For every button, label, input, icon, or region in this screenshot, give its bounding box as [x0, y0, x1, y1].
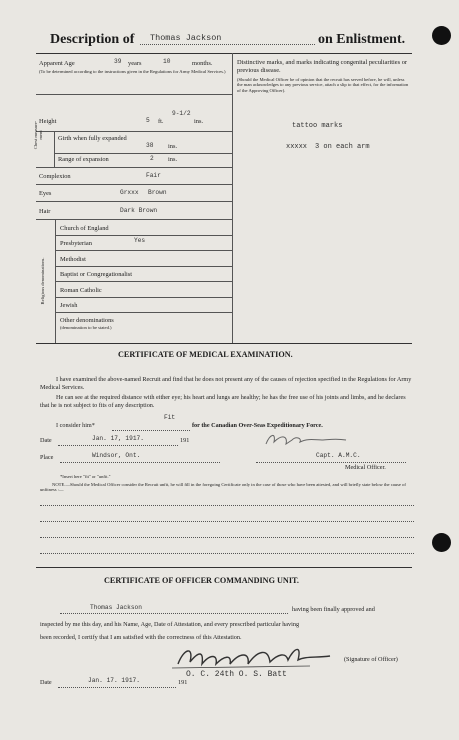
religion-item: Church of England — [60, 225, 109, 232]
medical-para1: I have examined the above-named Recruit and find that he does not present any of the causes of rejection specified in the Regulations for Army Medical Services. — [40, 376, 412, 391]
medical-place-label: Place — [40, 454, 54, 461]
eyes-label: Eyes — [39, 190, 52, 197]
medical-officer-label: Medical Officer. — [345, 464, 386, 471]
title-left: Description of — [50, 32, 135, 47]
age-years-value: 39 — [114, 58, 122, 65]
medical-date-value: Jan. 17, 1917. — [92, 435, 144, 442]
medical-officer-signature — [262, 428, 352, 450]
hair-value: Dark Brown — [120, 207, 158, 214]
age-months-value: 10 — [163, 58, 171, 65]
commanding-signature-label: (Signature of Officer) — [344, 656, 398, 663]
commanding-date-value: Jan. 17. 1917. — [88, 677, 140, 684]
commanding-line2: inspected by me this day, and his Name, Age, Date of Attestation, and every prescribed particular having — [40, 621, 300, 628]
title-name: Thomas Jackson — [150, 33, 222, 43]
height-ft-unit: ft. — [158, 118, 164, 125]
medical-date-label: Date — [40, 437, 52, 444]
chest-group-label: Chest measure-ment — [33, 120, 44, 150]
chest-range-label: Range of expansion — [58, 156, 109, 163]
commanding-date-label: Date — [40, 679, 52, 686]
religion-item: Roman Catholic — [60, 287, 102, 294]
commanding-oc-value: O. C. 24th O. S. Batt — [186, 670, 287, 679]
height-ft-value: 5 — [146, 117, 150, 124]
marks-note: (Should the Medical Officer be of opinion that the recruit has served before, he will, unless the man acknowledges to any previous service, attach a slip to that effect, for the information of the Approving Officer). — [237, 77, 409, 93]
chest-range-value: 2 — [150, 155, 154, 162]
medical-insert-note: *Insert here "fit" or "unfit." — [60, 474, 111, 479]
title-right: on Enlistment. — [318, 32, 406, 47]
commanding-heading: CERTIFICATE OF OFFICER COMMANDING UNIT. — [104, 576, 299, 585]
complexion-value: Fair — [146, 172, 161, 179]
commanding-name-value: Thomas Jackson — [90, 604, 142, 611]
religion-item: Presbyterian — [60, 240, 92, 247]
height-ins-value: 9-1/2 — [172, 110, 191, 117]
religion-group-label: Religious denominations. — [40, 257, 45, 305]
punch-hole-bottom — [432, 533, 451, 552]
commanding-line3: been recorded, I certify that I am satisfied with the correctness of this Attestation. — [40, 634, 242, 641]
religion-item: Baptist or Congregationalist — [60, 271, 133, 278]
religion-item: Methodist — [60, 256, 86, 263]
chest-girth-unit: ins. — [168, 143, 178, 150]
chest-girth-value: 38 — [146, 142, 154, 149]
commanding-officer-signature — [170, 640, 340, 674]
marks-line1: tattoo marks — [292, 122, 343, 130]
hair-label: Hair — [39, 208, 51, 215]
religion-item: Jewish — [60, 302, 78, 309]
religion-item: Other denominations — [60, 317, 114, 324]
medical-for-label: for the Canadian Over-Seas Expeditionary Force. — [192, 422, 323, 429]
medical-date-suffix: 191 — [180, 437, 190, 444]
height-label: Height — [39, 118, 57, 125]
punch-hole-top — [432, 26, 451, 45]
marks-label: Distinctive marks, and marks indicating congenital peculiarities or previous disease. — [237, 59, 408, 74]
chest-range-unit: ins. — [168, 156, 178, 163]
religion-presbyterian-value: Yes — [134, 237, 146, 244]
commanding-line1-rest: having been finally approved and — [292, 606, 375, 613]
age-note: (To be determined according to the instructions given in the Regulations for Army Medical Services.) — [39, 69, 226, 74]
medical-fit-value: Fit — [164, 414, 176, 421]
medical-rank-value: Capt. A.M.C. — [316, 452, 361, 459]
eyes-struck: Grxxx — [120, 189, 139, 196]
marks-line2: 3 on each arm — [315, 143, 370, 151]
age-years-unit: years — [128, 60, 142, 67]
medical-consider-label: I consider him* — [56, 422, 95, 429]
chest-girth-label: Girth when fully expanded — [58, 135, 127, 142]
marks-line2-struck: xxxxx — [286, 143, 308, 151]
height-ins-unit: ins. — [194, 118, 204, 125]
age-months-unit: months. — [192, 60, 213, 67]
commanding-date-suffix: 191 — [178, 679, 188, 686]
medical-note: NOTE.—Should the Medical Officer consider the Recruit unfit, he will fill in the foregoing Certificate only in the case of those who have been attested, and will briefly state below the cause of unfitness :— — [40, 482, 406, 493]
complexion-label: Complexion — [39, 173, 71, 180]
eyes-value: Brown — [148, 189, 167, 196]
medical-place-value: Windsor, Ont. — [92, 452, 141, 459]
age-label: Apparent Age — [39, 60, 75, 67]
religion-other-note: (denomination to be stated.) — [60, 325, 112, 330]
medical-para2: He can see at the required distance with either eye; his heart and lungs are healthy; he has the free use of his joints and limbs, and he declares that he is not subject to fits of any description. — [40, 394, 406, 409]
medical-heading: CERTIFICATE OF MEDICAL EXAMINATION. — [118, 350, 293, 359]
